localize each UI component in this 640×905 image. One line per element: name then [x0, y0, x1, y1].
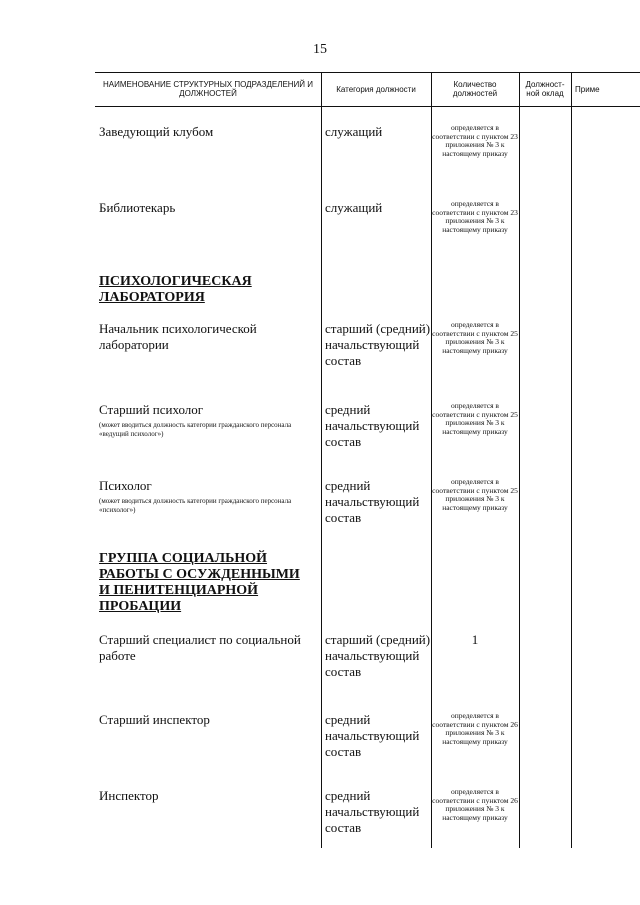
- header-quantity: Количество должностей: [452, 80, 498, 98]
- position-name: Начальник психологической лаборатории: [99, 321, 257, 352]
- position-category: средний начальствующий состав: [325, 788, 420, 835]
- position-name: Психолог (может вводиться должность категории гражданского персонала «психолог»): [99, 478, 317, 515]
- header-salary: Должност-ной оклад: [525, 80, 565, 98]
- section-title: ГРУППА СОЦИАЛЬНОЙ РАБОТЫ С ОСУЖДЕННЫМИ И ПЕНИТЕНЦИАРНОЙ ПРОБАЦИИ: [99, 551, 300, 614]
- position-quantity: 1: [471, 632, 479, 647]
- position-quantity: определяется в соответствии с пунктом 26 приложения № 3 к настоящему приказу: [432, 711, 518, 746]
- position-category: служащий: [325, 200, 383, 215]
- position-name: Инспектор: [99, 788, 159, 803]
- position-name: Заведующий клубом: [99, 124, 214, 139]
- position-category: средний начальствующий состав: [325, 478, 420, 525]
- col-divider-4: [571, 72, 572, 848]
- header-notes: Приме: [575, 84, 600, 94]
- position-quantity: определяется в соответствии с пунктом 26 приложения № 3 к настоящему приказу: [432, 787, 518, 822]
- col-divider-3: [519, 72, 520, 848]
- position-quantity: определяется в соответствии с пунктом 23 приложения № 3 к настоящему приказу: [432, 123, 518, 158]
- position-category: старший (средний) начальствующий состав: [325, 632, 431, 679]
- position-note: (может вводиться должность категории гражданского персонала «ведущий психолог»): [99, 421, 292, 438]
- position-name: Старший специалист по социальной работе: [99, 632, 301, 663]
- position-category: средний начальствующий состав: [325, 712, 420, 759]
- position-category: старший (средний) начальствующий состав: [325, 321, 431, 368]
- position-category: средний начальствующий состав: [325, 402, 420, 449]
- header-category: Категория должности: [336, 84, 416, 94]
- col-divider-1: [321, 72, 322, 848]
- staff-table: [95, 72, 640, 848]
- position-quantity: определяется в соответствии с пунктом 25 приложения № 3 к настоящему приказу: [432, 477, 518, 512]
- header-bottom-border: [95, 106, 640, 107]
- header-name: НАИМЕНОВАНИЕ СТРУКТУРНЫХ ПОДРАЗДЕЛЕНИЙ И ДОЛЖНОСТЕЙ: [102, 80, 314, 98]
- position-quantity: определяется в соответствии с пунктом 23 приложения № 3 к настоящему приказу: [432, 199, 518, 234]
- position-quantity: определяется в соответствии с пунктом 25 приложения № 3 к настоящему приказу: [432, 320, 518, 355]
- position-name: Старший инспектор: [99, 712, 210, 727]
- section-title: ПСИХОЛОГИЧЕСКАЯ ЛАБОРАТОРИЯ: [99, 274, 252, 305]
- position-quantity: определяется в соответствии с пунктом 25 приложения № 3 к настоящему приказу: [432, 401, 518, 436]
- position-note: (может вводиться должность категории гражданского персонала «психолог»): [99, 497, 292, 514]
- page-number: 15: [313, 42, 327, 57]
- position-name: Старший психолог (может вводиться должность категории гражданского персонала «ведущий психолог»): [99, 402, 317, 439]
- position-name: Библиотекарь: [99, 200, 176, 215]
- position-category: служащий: [325, 124, 383, 139]
